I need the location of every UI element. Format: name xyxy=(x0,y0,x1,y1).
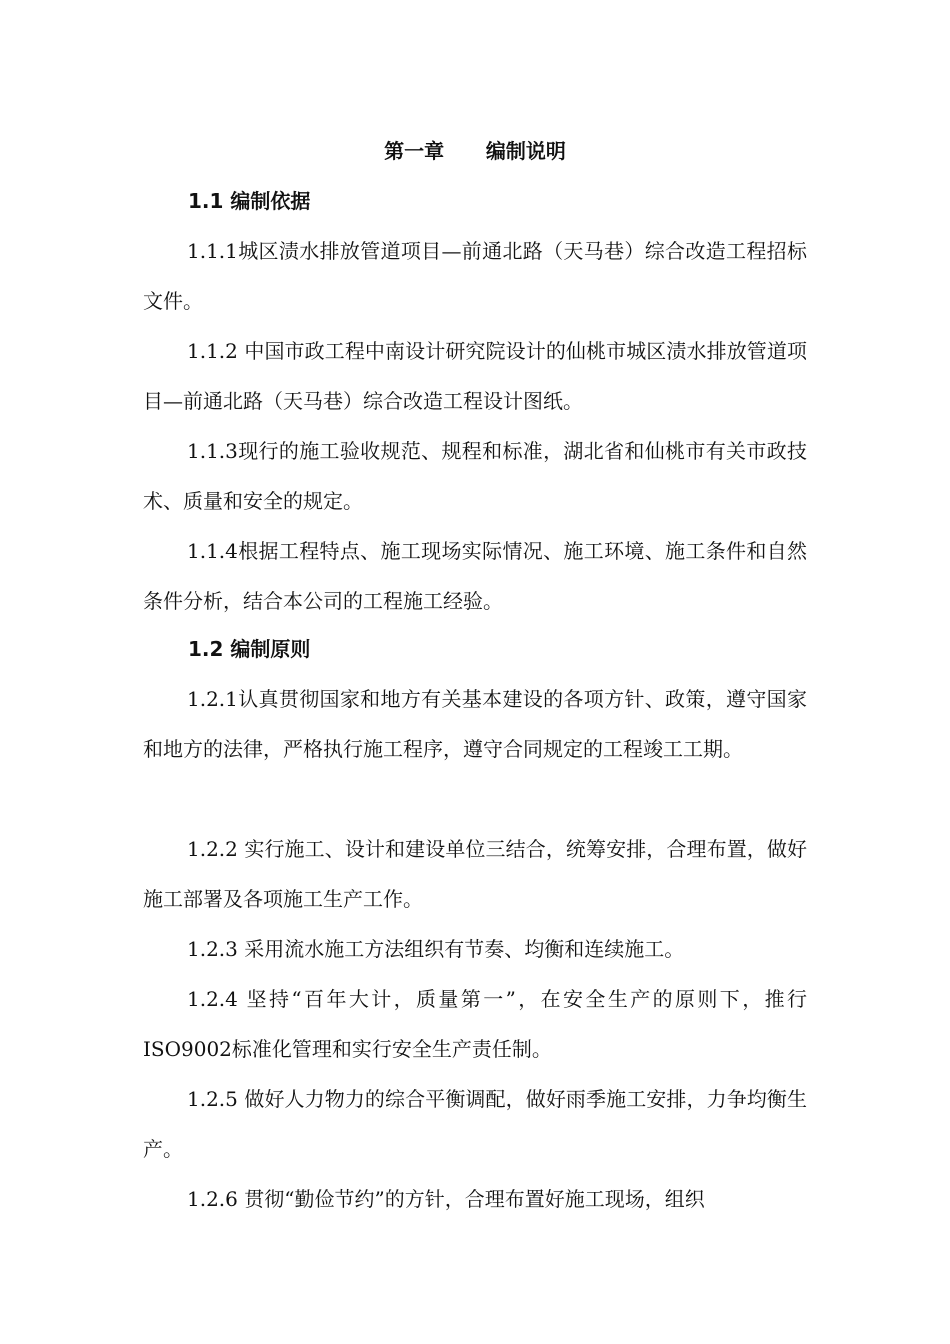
paragraph-text: 1.2.1认真贯彻国家和地方有关基本建设的各项方针、政策，遵守国家和地方的法律，严格执行施工程序，遵守合同规定的工程竣工工期。 xyxy=(143,687,807,761)
paragraph-text: 1.2.4 坚持“百年大计，质量第一”，在安全生产的原则下，推行ISO9002标准化管理和实行安全生产责任制。 xyxy=(143,987,807,1061)
paragraph-text: 1.2.3 采用流水施工方法组织有节奏、均衡和连续施工。 xyxy=(187,937,685,961)
paragraph-text: 1.2.5 做好人力物力的综合平衡调配，做好雨季施工安排，力争均衡生产。 xyxy=(143,1087,807,1161)
paragraph-1-2-5 xyxy=(143,1074,807,1174)
paragraph-1-2-2 xyxy=(143,824,807,924)
paragraph-1-1-1 xyxy=(143,226,807,326)
paragraph-1-1-3 xyxy=(143,426,807,526)
paragraph-1-2-4 xyxy=(143,974,807,1074)
paragraph-text: 1.2.6 贯彻“勤俭节约”的方针，合理布置好施工现场，组织 xyxy=(187,1187,705,1211)
section-heading-1-2: 1.2 编制原则 xyxy=(188,637,311,661)
paragraph-text: 1.1.4根据工程特点、施工现场实际情况、施工环境、施工条件和自然条件分析，结合本公司的工程施工经验。 xyxy=(143,539,807,613)
paragraph-text: 1.1.2 中国市政工程中南设计研究院设计的仙桃市城区渍水排放管道项目—前通北路（天马巷）综合改造工程设计图纸。 xyxy=(143,339,807,413)
section-heading-1-1: 1.1 编制依据 xyxy=(188,189,311,213)
paragraph-1-2-3 xyxy=(143,924,807,974)
paragraph-1-2-1 xyxy=(143,674,807,774)
paragraph-1-1-2 xyxy=(143,326,807,426)
chapter-title: 第一章 编制说明 xyxy=(384,139,566,163)
paragraph-text: 1.1.1城区渍水排放管道项目—前通北路（天马巷）综合改造工程招标文件。 xyxy=(143,239,807,313)
paragraph-1-2-6 xyxy=(143,1174,807,1224)
paragraph-text: 1.1.3现行的施工验收规范、规程和标准，湖北省和仙桃市有关市政技术、质量和安全的规定。 xyxy=(143,439,807,513)
paragraph-text: 1.2.2 实行施工、设计和建设单位三结合，统筹安排，合理布置，做好施工部署及各项施工生产工作。 xyxy=(143,837,807,911)
paragraph-1-1-4 xyxy=(143,526,807,626)
